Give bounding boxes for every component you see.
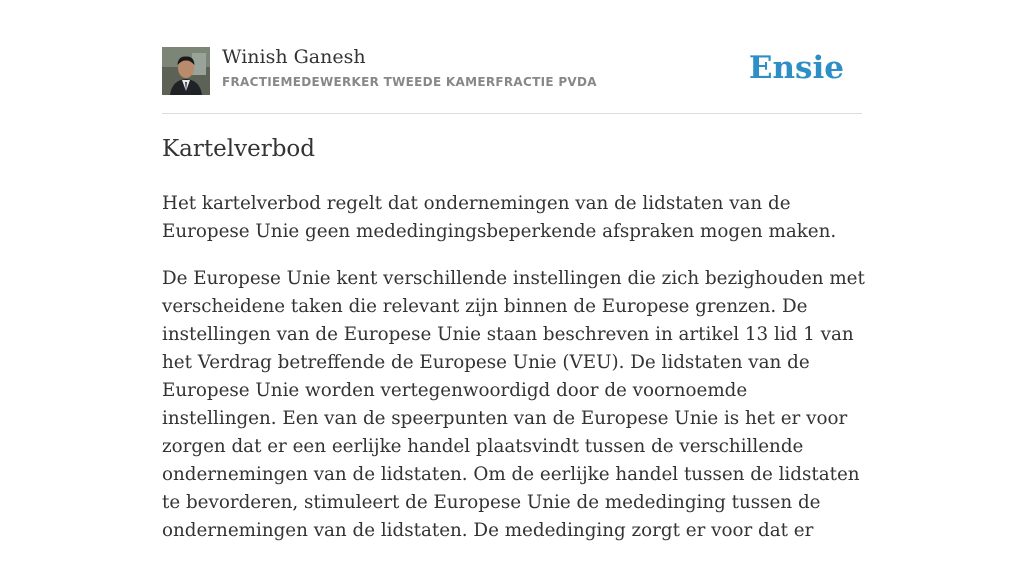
author-avatar[interactable]	[162, 47, 210, 95]
article-title: Kartelverbod	[162, 136, 315, 162]
author-header	[162, 46, 862, 114]
article-body	[162, 190, 866, 564]
ensie-logo[interactable]: Ensie	[748, 50, 844, 86]
article-paragraph: Het kartelverbod regelt dat ondernemingen van de lidstaten van de Europese Unie geen mededingingsbeperkende afspraken mogen maken.	[162, 193, 837, 242]
author-photo-icon	[162, 47, 210, 95]
article-paragraph: De Europese Unie kent verschillende instellingen die zich bezighouden met verscheidene taken die relevant zijn binnen de Europese grenzen. De instellingen van de Europese Unie staan beschreven in artikel 13 lid 1 van het Verdrag betreffende de Europese Unie (VEU). De lidstaten van de Europese Unie worden vertegenwoordigd door de voornoemde instellingen. Een van de speerpunten van de Europese Unie is het er voor zorgen dat er een eerlijke handel plaatsvindt tussen de verschillende ondernemingen van de lidstaten. Om de eerlijke handel tussen de lidstaten te bevorderen, stimuleert de Europese Unie de mededinging tussen de ondernemingen van de lidstaten. De mededinging zorgt er voor dat er	[162, 268, 865, 541]
author-role: FRACTIEMEDEWERKER TWEEDE KAMERFRACTIE PVDA	[222, 75, 597, 89]
author-name[interactable]: Winish Ganesh	[222, 46, 366, 68]
